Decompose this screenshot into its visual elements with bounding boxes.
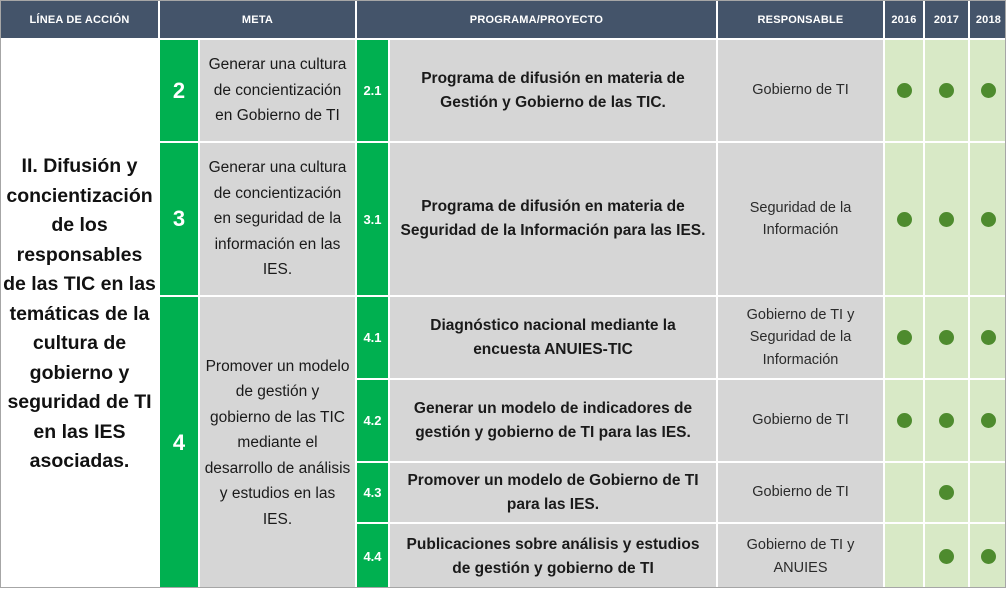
year-2018-cell xyxy=(970,463,1006,522)
header-year-2016: 2016 xyxy=(885,1,923,38)
scheduled-dot-icon xyxy=(939,212,954,227)
header-programa-proyecto: PROGRAMA/PROYECTO xyxy=(357,1,716,38)
responsable-text: Gobierno de TI xyxy=(718,380,883,461)
meta-description: Promover un modelo de gestión y gobierno de las TIC mediante el desarrollo de análisis y estudios en las IES. xyxy=(200,297,355,588)
year-2016-cell xyxy=(885,524,923,588)
year-2018-cell xyxy=(970,297,1006,378)
scheduled-dot-icon xyxy=(939,83,954,98)
scheduled-dot-icon xyxy=(981,549,996,564)
header-year-2017: 2017 xyxy=(925,1,968,38)
responsable-text: Gobierno de TI xyxy=(718,463,883,522)
scheduled-dot-icon xyxy=(939,330,954,345)
header-responsable: RESPONSABLE xyxy=(718,1,883,38)
scheduled-dot-icon xyxy=(981,330,996,345)
programa-number: 4.4 xyxy=(357,524,388,588)
year-2018-cell xyxy=(970,143,1006,295)
scheduled-dot-icon xyxy=(981,212,996,227)
scheduled-dot-icon xyxy=(939,549,954,564)
year-2016-cell xyxy=(885,40,923,141)
header-meta: META xyxy=(160,1,355,38)
year-2017-cell xyxy=(925,40,968,141)
scheduled-dot-icon xyxy=(897,413,912,428)
year-2018-cell xyxy=(970,40,1006,141)
responsable-text: Gobierno de TI y ANUIES xyxy=(718,524,883,588)
scheduled-dot-icon xyxy=(897,330,912,345)
responsable-text: Gobierno de TI xyxy=(718,40,883,141)
responsable-text: Seguridad de la Información xyxy=(718,143,883,295)
year-2016-cell xyxy=(885,463,923,522)
programa-number: 4.1 xyxy=(357,297,388,378)
meta-number: 2 xyxy=(160,40,198,141)
programa-title: Promover un modelo de Gobierno de TI para las IES. xyxy=(390,463,716,522)
meta-description: Generar una cultura de concientización en seguridad de la información en las IES. xyxy=(200,143,355,295)
meta-description: Generar una cultura de concientización en Gobierno de TI xyxy=(200,40,355,141)
year-2016-cell xyxy=(885,380,923,461)
scheduled-dot-icon xyxy=(981,83,996,98)
programa-number: 4.3 xyxy=(357,463,388,522)
year-2017-cell xyxy=(925,380,968,461)
scheduled-dot-icon xyxy=(897,83,912,98)
year-2016-cell xyxy=(885,143,923,295)
year-2017-cell xyxy=(925,524,968,588)
programa-title: Diagnóstico nacional mediante la encuesta ANUIES-TIC xyxy=(390,297,716,378)
year-2017-cell xyxy=(925,143,968,295)
programa-number: 2.1 xyxy=(357,40,388,141)
linea-de-accion-text: II. Difusión y concientización de los responsables de las TIC en las temáticas de la cultura de gobierno y seguridad de TI en las IES asociadas. xyxy=(1,40,158,588)
year-2018-cell xyxy=(970,524,1006,588)
programa-number: 4.2 xyxy=(357,380,388,461)
scheduled-dot-icon xyxy=(897,212,912,227)
year-2016-cell xyxy=(885,297,923,378)
programa-title: Programa de difusión en materia de Seguridad de la Información para las IES. xyxy=(390,143,716,295)
header-linea-de-accion: LÍNEA DE ACCIÓN xyxy=(1,1,158,38)
year-2018-cell xyxy=(970,380,1006,461)
programa-title: Programa de difusión en materia de Gestión y Gobierno de las TIC. xyxy=(390,40,716,141)
scheduled-dot-icon xyxy=(981,413,996,428)
programa-title: Generar un modelo de indicadores de gestión y gobierno de TI para las IES. xyxy=(390,380,716,461)
responsable-text: Gobierno de TI y Seguridad de la Información xyxy=(718,297,883,378)
programa-title: Publicaciones sobre análisis y estudios de gestión y gobierno de TI xyxy=(390,524,716,588)
programa-number: 3.1 xyxy=(357,143,388,295)
scheduled-dot-icon xyxy=(939,485,954,500)
meta-number: 4 xyxy=(160,297,198,588)
year-2017-cell xyxy=(925,463,968,522)
meta-number: 3 xyxy=(160,143,198,295)
scheduled-dot-icon xyxy=(939,413,954,428)
year-2017-cell xyxy=(925,297,968,378)
header-year-2018: 2018 xyxy=(970,1,1006,38)
